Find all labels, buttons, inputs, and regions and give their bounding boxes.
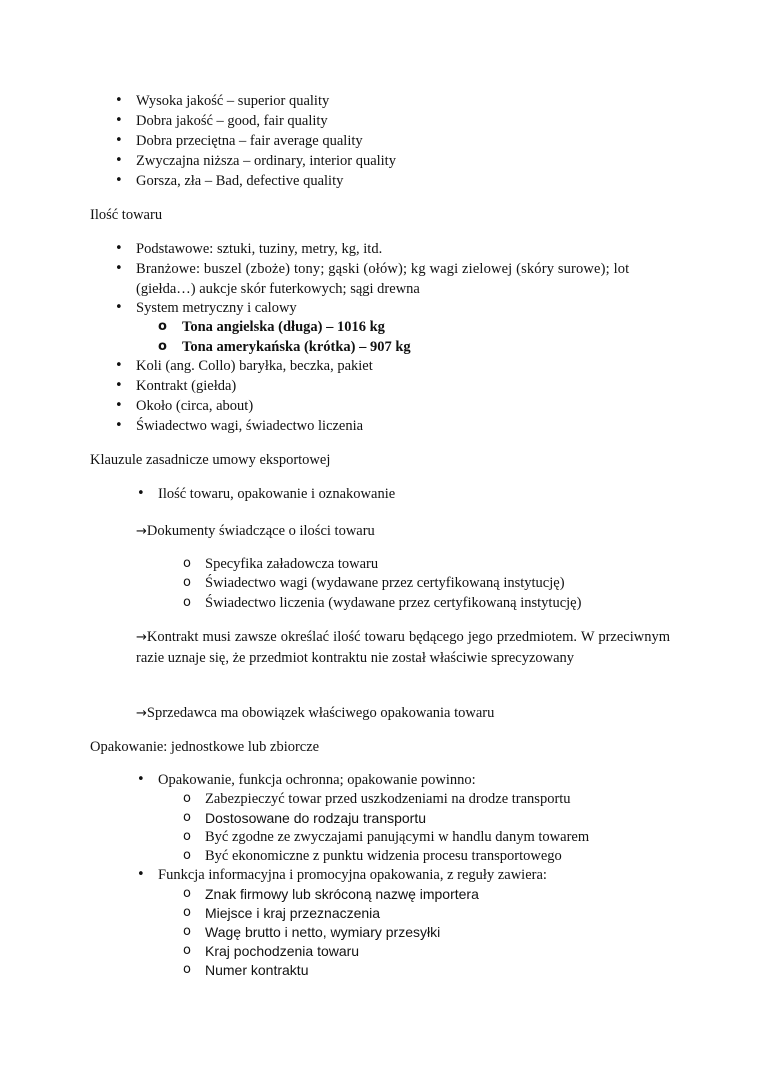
kontrakt-paragraph-text: Kontrakt musi zawsze określać ilość towaru będącego jego przedmiotem. W przeciwnym razie uznaje się, że przedmiot kontraktu nie został właściwie sprecyzowany xyxy=(136,629,670,666)
informacyjna-item: o Znak firmowy lub skróconą nazwę importera xyxy=(205,884,479,904)
dokumenty-text: Dokumenty świadczące o ilości towaru xyxy=(146,523,375,539)
sprzedawca-text: Sprzedawca ma obowiązek właściwego opakowania towaru xyxy=(146,705,495,721)
arrow-icon: → xyxy=(136,524,147,539)
informacyjna-item: o Kraj pochodzenia towaru xyxy=(205,941,359,961)
informacyjna-item: o Wagę brutto i netto, wymiary przesyłki xyxy=(205,922,440,942)
informacyjna-item: o Miejsce i kraj przeznaczenia xyxy=(205,903,380,923)
ilosc-item: • Koli (ang. Collo) baryłka, beczka, pakiet xyxy=(136,356,373,376)
arrow-line-dokumenty xyxy=(136,521,375,542)
ilosc-item: • Branżowe: buszel (zboże) tony; gąski (ołów); kg wagi zielowej (skóry surowe); lot xyxy=(136,259,670,279)
ilosc-item: • Świadectwo wagi, świadectwo liczenia xyxy=(136,416,363,436)
ilosc-item: • Około (circa, about) xyxy=(136,396,253,416)
arrow-paragraph-kontrakt xyxy=(136,627,670,668)
opakowanie-bullet: • Funkcja informacyjna i promocyjna opakowania, z reguły zawiera: xyxy=(158,865,547,885)
ilosc-subitem: o Tona angielska (długa) – 1016 kg xyxy=(182,317,385,337)
opakowanie-bullet: • Opakowanie, funkcja ochronna; opakowanie powinno: xyxy=(158,770,476,790)
quality-item: • Zwyczajna niższa – ordinary, interior quality xyxy=(136,151,396,171)
arrow-icon: → xyxy=(136,706,147,721)
ochronna-item: o Być ekonomiczne z punktu widzenia procesu transportowego xyxy=(205,846,562,866)
quality-item: • Dobra jakość – good, fair quality xyxy=(136,111,328,131)
dokument-item: o Specyfika załadowcza towaru xyxy=(205,554,378,574)
ochronna-item: o Zabezpieczyć towar przed uszkodzeniami na drodze transportu xyxy=(205,789,571,809)
klauzule-bullet: • Ilość towaru, opakowanie i oznakowanie xyxy=(158,484,395,504)
dokument-item: o Świadectwo wagi (wydawane przez certyfikowaną instytucję) xyxy=(205,573,565,593)
ilosc-item: • System metryczny i calowy xyxy=(136,298,297,318)
informacyjna-item: o Numer kontraktu xyxy=(205,960,308,980)
section-heading-ilosc: Ilość towaru xyxy=(90,207,163,223)
arrow-icon: → xyxy=(136,630,147,645)
quality-item: • Gorsza, zła – Bad, defective quality xyxy=(136,171,343,191)
dokument-item: o Świadectwo liczenia (wydawane przez certyfikowaną instytucję) xyxy=(205,593,581,613)
ilosc-item-continuation: (giełda…) aukcje skór futerkowych; sągi drewna xyxy=(136,281,420,297)
quality-item: • Dobra przeciętna – fair average quality xyxy=(136,131,363,151)
quality-item: • Wysoka jakość – superior quality xyxy=(136,91,329,111)
ochronna-item: o Dostosowane do rodzaju transportu xyxy=(205,808,426,828)
ilosc-subitem: o Tona amerykańska (krótka) – 907 kg xyxy=(182,337,411,357)
ochronna-item: o Być zgodne ze zwyczajami panującymi w handlu danym towarem xyxy=(205,827,589,847)
section-heading-klauzule: Klauzule zasadnicze umowy eksportowej xyxy=(90,452,331,468)
section-heading-opakowanie: Opakowanie: jednostkowe lub zbiorcze xyxy=(90,739,320,755)
ilosc-item: • Podstawowe: sztuki, tuziny, metry, kg, itd. xyxy=(136,239,382,259)
ilosc-item: • Kontrakt (giełda) xyxy=(136,376,236,396)
arrow-line-sprzedawca xyxy=(136,703,494,724)
